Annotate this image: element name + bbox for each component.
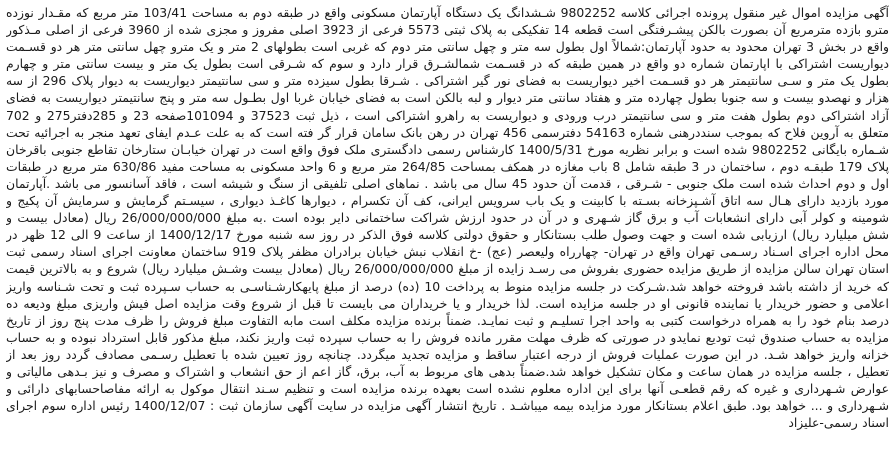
notice-body-text: آگهی مزایده اموال غیر منقول پرونده اجرائی کلاسه 9802252 شـشدانگ یک دستگاه آپارتمان مسکونی واقع در طبقه دوم به مساحت 103/41 متر مربع که مقـدار نوزده مترو بازده مترمربع آن بصورت بالکن پیشـرفتگی است قطعه 14 تفکیکی به پلاک ثبتی 5573 فرعی از 3923 اصلی مفروز و مجزی شده از 3960 فرعی از اصلی مـذکور واقع در بخش 3 تهران محدود به حدود آپارتمان:شمالاً اول بطول سه متر و چهل سانتی متر دوم که غربی است بطولهای 2 متر و یک مترو چهل سانتی متر هر دو قسـمت دیواریست اشتراکی با اپارتمان شماره دو واقع در همین طبقه که در قسـمت شمالشـرق قرار دارد و سوم که شـرقی است بطول یک متر و بیست سانتی متر و چهارم بطول یک متر و سـی سانتیمتر هر دو قسـمت اخیر دیواریست به فضای نور گیر اشتراکی . شـرقا بطول سیزده متر و سی سانتیمتر دیواریست به دیوار پلاک 296 از سه هزار و نهصدو بیست و سه جنوبا بطول چهارده متر و هفتاد سانتی متر دیوار و لبه بالکن است به فضای خیابان غربا اول بطـول سه متر و پنج سانتیمتر دیواریست به فضای آزاد اشتراکی دوم بطول هفت متر و سی سانتیمتر درب ورودی و دیواریست به راهرو اشتراکی است ، ذیل ثبت 37523 و 101094صفحه 23 و 285دفتر275 و 702 متعلق به آروین فلاح که بموجب سنددرهنی شماره 54163 دفترسمی 456 تهران در رهن بانک سامان قرار گر فته است که به علت عـدم ایفای تعهد منجر به اجرائیه تحت شـماره بایگانی 9802252 شده است و برابر نظریه مورخ 1400/5/31 کارشناس رسمی دادگستری ملک فوق واقع است در تهران خیابـان ستارخان تقاطع جنوبی باقرخان پلاک 179 طبقـه دوم ، ساختمان در 3 طبقه شامل 8 باب مغازه در همکف بمساحت 264/85 متر مربع و 6 واحد مسکونی به مساحت مفید 630/86 متر مربع در طبقات اول و دوم احداث شده است ملک جنوبی - شـرقی ، قدمت آن حدود 45 سال می باشد . نماهای اصلی تلفیقی از سنگ و شیشه است ، فاقد آسانسور می باشد .آپارتمان مورد بازدید دارای هـال سه اتاق آشـپزخانه بسـته با کابینت و یک باب سرویس ایرانی، کف آن تکسرام ، دیوارها کاغـذ دیواری ، سیسـتم گرمایش و سرمایش آن پکیج و شومینه و کولر آبی دارای انشعابات آب و برق گاز شـهری و در آن در حدود ارزش شراکت ساختمانی دایر بوده است .به مبلغ 26/000/000/000 ریال (معادل بیست و شش میلیارد ریال) ارزیابی شده است و جهت وصول طلب بستانکار و حقوق دولتی کلاسه فوق الذکر در روز سه شنبه مورخ 1400/12/17 از ساعت 9 الی 12 ظهر در محل اداره اجرای اسـناد رسـمی تهران واقع در تهران- چهارراه ولیعصر (عج) -خ انقلاب نبش خیابان برادران مظفر پلاک 919 ساختمان معاونت اجرای اسناد رسمی ثبت استان تهران سالن مزایده از طریق مزایده حضوری بفروش می رسـد زایده از مبلغ 26/000/000/000 ریال (معادل بیست وشـش میلیارد ریال) شروع و به بالاترین قیمت که خرید از داشته باشد فروخته خواهد شد.شـرکت در جلسه مزایده منوط به پرداخت 10 (ده) درصد از مبلغ پایهکارشـناسـی به حساب سـپرده ثبت و تحت شـناسه واریز اعلامی و حضور خریدار یا نماینده قانونی او در جلسه مزایده است. لذا خریدار و یا خریداران می بایست تا قبل از شروع وقت مزایده اصل فیش واریزی مبلغ ودیعه ده درصد بنام خود را به همراه درخواست کتبی به واحد اجرا تسلیـم و ثبت نمایـد. ضمناً برنده مزایده مکلف است مابه التفاوت مبلغ فروش را ظرف مدت پنج روز از تاریخ مزایده به حساب صندوق ثبت تودیع نمایدو در صورتی که ظرف مهلت مقرر مانده فروش را به حساب سپرده ثبت واریز نکند، مبلغ مذکور قابل استرداد نبوده و به حساب خزانه واریز خواهد شـد. در این صورت عملیات فروش از درجه اعتبار ساقط و مزایده تجدید میگردد. چنانچه روز تعیین شده با تعطیل رسـمی مصادف گردد روز بعد از تعطیل ، جلسه مزایده در همان ساعت و مکان تشکیل خواهد شد.ضمناً بدهی های مربوط به آب، برق، گاز اعم از حق انشعاب و اشتراک و مصرف و نیز بـدهی مالیاتی و عوارض شـهرداری و غیره که رقم قطعـی آنها برای این اداره معلوم نشده است بعهده برنده مزایده است و تنظیم سـند انتقال موکول به ارائه مفاصاحسابهای دارائی و شـهرداری و ... خواهد بود. طبق اعلام بستانکار مورد مزایده بیمه میباشـد . تاریخ انتشار آگهی مزایده در سایت آگهی سازمان ثبت : 1400/12/07 رئیس اداره سوم اجرای اسناد رسمی-علیزاد: [6, 5, 889, 431]
auction-notice: [6, 4, 889, 467]
